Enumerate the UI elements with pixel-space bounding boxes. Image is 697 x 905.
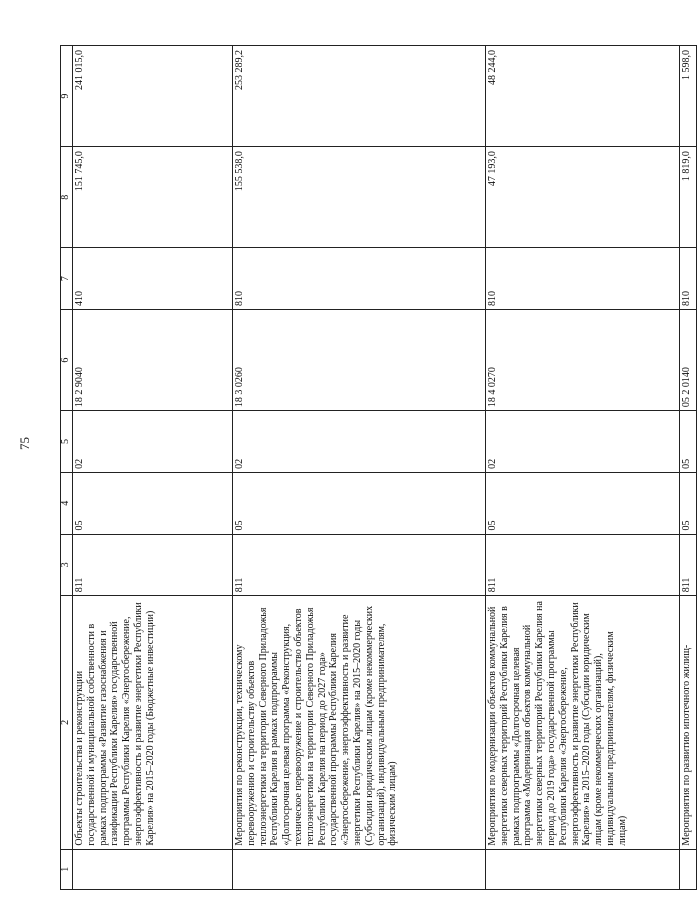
header-cell-1: 1 [61, 849, 73, 889]
ministry-code: 811 [73, 534, 233, 596]
ministry-code: 811 [233, 534, 486, 596]
rotated-page [60, 45, 692, 890]
expense-type-code: 810 [680, 248, 697, 310]
target-article-code: 05 2 0140 [680, 310, 697, 411]
table-row [486, 46, 680, 890]
target-article-code: 18 3 0260 [233, 310, 486, 411]
amount-col8: 47 193,0 [486, 147, 680, 248]
expense-type-code: 810 [486, 248, 680, 310]
header-cell-4: 4 [61, 472, 73, 534]
expense-type-code: 810 [233, 248, 486, 310]
ministry-code: 811 [486, 534, 680, 596]
section-code: 05 [680, 472, 697, 534]
row-description: Объекты строительства и реконструкции государственной и муниципальной собственности в рамках подпрограммы «Развитие газоснабжения и газификации Республики Карелия» государственной программы Республики Карелия «Энергосбережение, энергоэффективность и развитие энергетики Республики Карелия» на 2015–2020 годы (Бюджетные инвестиции) [73, 596, 233, 849]
table-header-row [61, 46, 73, 890]
header-cell-8: 8 [61, 147, 73, 248]
subsection-code: 02 [486, 411, 680, 473]
expense-type-code: 410 [73, 248, 233, 310]
row-description: Мероприятия по модернизации объектов коммунальной энергетики северных территорий Республики Карелия в рамках подпрограммы «Долгосрочная целевая программа «Модернизация объектов коммунальной энергетики северных территорий Республики Карелия на период до 2019 года» государственной программы Республики Карелия «Энергосбережение, энергоэффективность и развитие энергетики Республики Карелия» на 2015–2020 годы (Субсидии юридическим лицам (кроме некоммерческих организаций), индивидуальным предпринимателям, физическим лицам) [486, 596, 680, 849]
row-index-cell [680, 849, 697, 889]
subsection-code: 05 [680, 411, 697, 473]
amount-col9: 241 015,0 [73, 46, 233, 147]
amount-col8: 151 745,0 [73, 147, 233, 248]
header-cell-9: 9 [61, 46, 73, 147]
amount-col9: 48 244,0 [486, 46, 680, 147]
table-row [233, 46, 486, 890]
header-cell-6: 6 [61, 310, 73, 411]
header-cell-2: 2 [61, 596, 73, 849]
table-row [680, 46, 697, 890]
row-index-cell [233, 849, 486, 889]
subsection-code: 02 [233, 411, 486, 473]
budget-table [60, 45, 697, 890]
subsection-code: 02 [73, 411, 233, 473]
target-article-code: 18 2 9040 [73, 310, 233, 411]
row-description: Мероприятия по развитию ипотечного жилищ- [680, 596, 697, 849]
section-code: 05 [486, 472, 680, 534]
amount-col8: 1 819,0 [680, 147, 697, 248]
row-index-cell [486, 849, 680, 889]
amount-col9: 1 598,0 [680, 46, 697, 147]
section-code: 05 [233, 472, 486, 534]
row-index-cell [73, 849, 233, 889]
row-description: Мероприятия по реконструкции, техническому перевооружению и строительству объектов теплоэнергетики на территории Северного Приладожья Республики Карелия в рамках подпрограммы «Долгосрочная целевая программа «Реконструкция, техническое перевооружение и строительство объектов теплоэнергетики на территории Северного Приладожья Республики Карелия на период до 2027 года» государственной программы Республики Карелия «Энергосбережение, энергоэффективность и развитие энергетики Республики Карелия» на 2015–2020 годы (Субсидии юридическим лицам (кроме некоммерческих организаций), индивидуальным предпринимателям, физическим лицам) [233, 596, 486, 849]
header-cell-3: 3 [61, 534, 73, 596]
section-code: 05 [73, 472, 233, 534]
table-row [73, 46, 233, 890]
page-number: 75 [17, 437, 32, 450]
header-cell-5: 5 [61, 411, 73, 473]
amount-col9: 253 289,2 [233, 46, 486, 147]
header-cell-7: 7 [61, 248, 73, 310]
amount-col8: 155 538,0 [233, 147, 486, 248]
ministry-code: 811 [680, 534, 697, 596]
target-article-code: 18 4 0270 [486, 310, 680, 411]
